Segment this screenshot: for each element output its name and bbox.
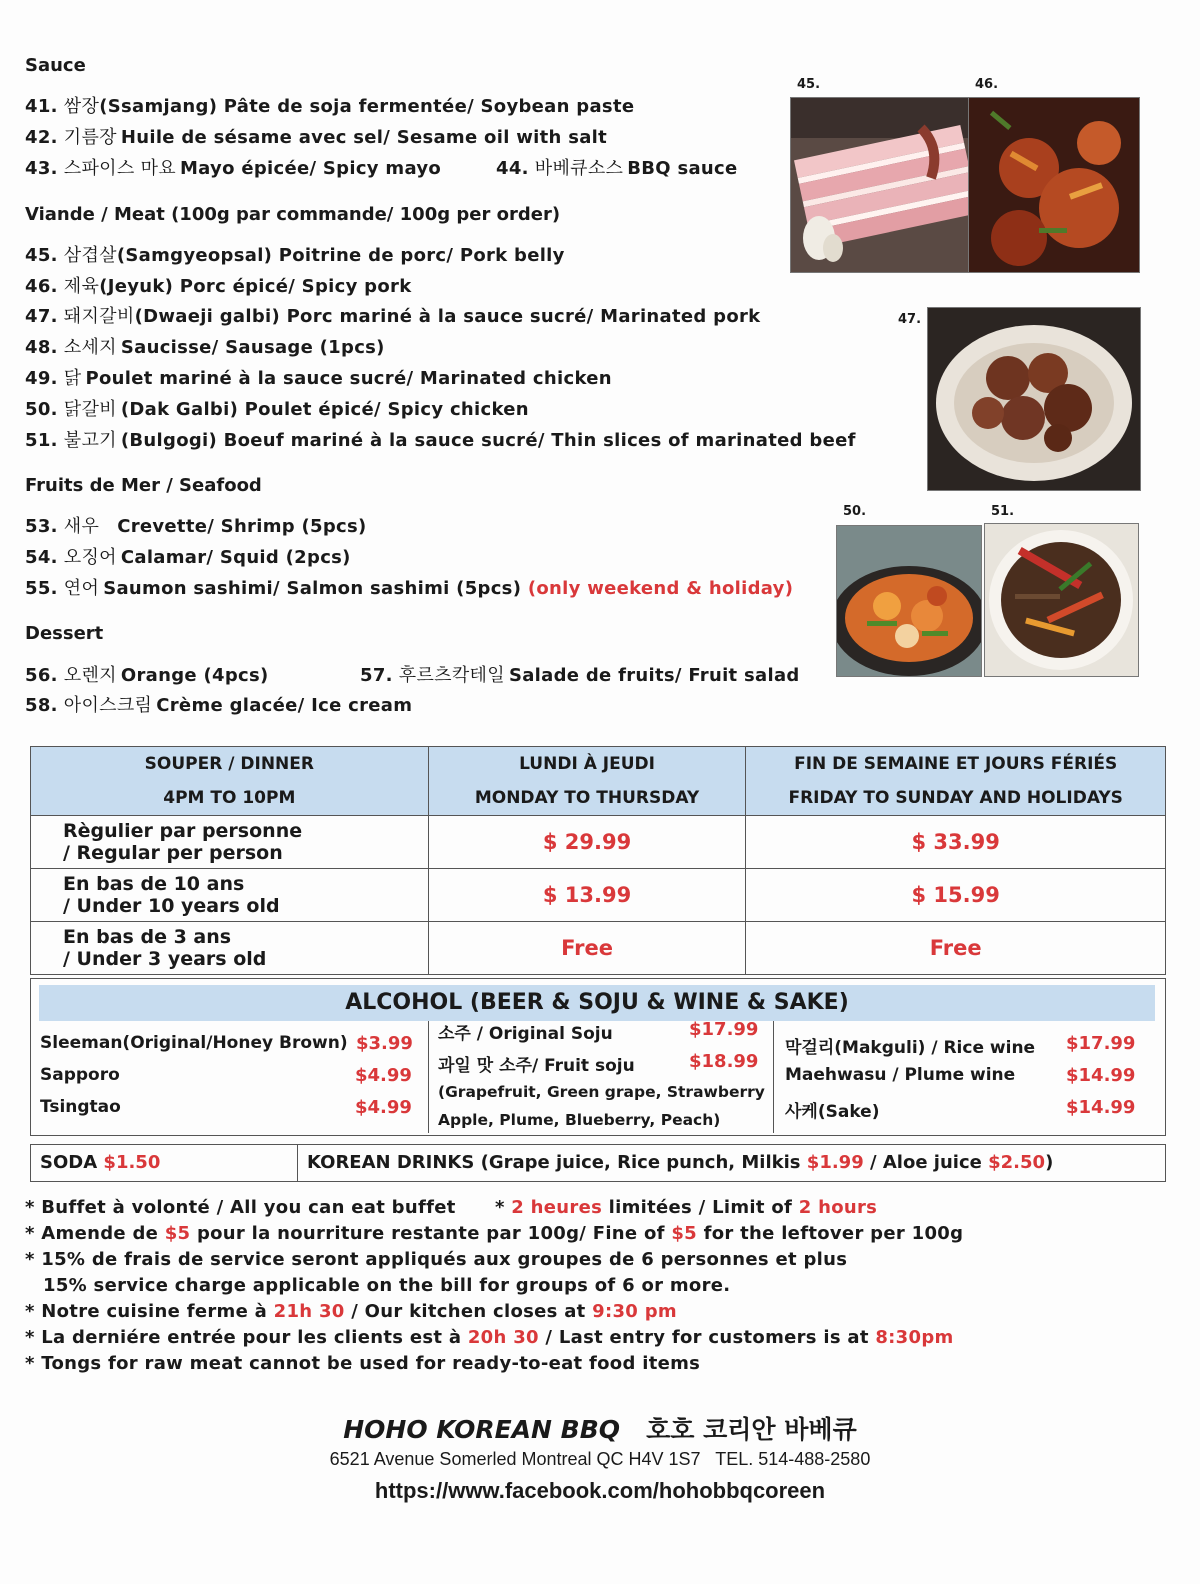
item-text: (Jeyuk) Porc épicé/ Spicy pork	[99, 276, 412, 297]
item-korean: 삼겹살	[63, 245, 117, 266]
wine-name: 사케(Sake)	[785, 1102, 880, 1122]
row-label	[31, 869, 429, 922]
note-time-limit	[495, 1197, 877, 1218]
note-text: * Amende de	[25, 1223, 165, 1244]
item-number: 53.	[25, 516, 58, 537]
item-text: Poulet mariné à la sauce sucré/ Marinated chicken	[85, 368, 612, 389]
menu-item-47	[25, 302, 760, 328]
item-number: 41.	[25, 96, 58, 117]
item-text: Salade de fruits/ Fruit salad	[508, 665, 800, 686]
pricing-table	[30, 746, 1166, 975]
close-paren: )	[1045, 1152, 1054, 1173]
item-korean: 후르츠칵테일	[398, 665, 505, 686]
header-line-2: FRIDAY TO SUNDAY AND HOLIDAYS	[788, 788, 1123, 808]
menu-item-50	[25, 395, 529, 421]
note-text: * Notre cuisine ferme à	[25, 1301, 274, 1322]
note-text: for the leftover per 100g	[697, 1223, 964, 1244]
menu-item-43	[25, 154, 441, 180]
weekend-header	[746, 747, 1166, 816]
header-line-2: MONDAY TO THURSDAY	[474, 788, 700, 808]
soju-flavors: Apple, Plume, Blueberry, Peach)	[438, 1111, 721, 1129]
item-text: Calamar/ Squid (2pcs)	[120, 547, 351, 568]
note-highlight: 21h 30	[273, 1301, 345, 1322]
wine-price: $14.99	[1066, 1097, 1136, 1118]
menu-item-45	[25, 241, 565, 267]
note-tongs: * Tongs for raw meat cannot be used for ready-to-eat food items	[25, 1353, 701, 1374]
note-text: / Last entry for customers is at	[538, 1327, 876, 1348]
pricing-header-row	[31, 747, 1166, 816]
item-text: Orange (4pcs)	[120, 665, 269, 686]
menu-item-56	[25, 661, 269, 687]
menu-item-49	[25, 364, 612, 390]
weekend-price: $ 33.99	[746, 816, 1166, 869]
item-number: 57.	[360, 665, 393, 686]
item-text: (Dak Galbi) Poulet épicé/ Spicy chicken	[120, 399, 529, 420]
spicy-pork-photo	[968, 97, 1140, 273]
pricing-row-regular	[31, 816, 1166, 869]
dessert-title: Dessert	[25, 623, 104, 644]
note-text: * Buffet à volonté / All you can eat buffet	[25, 1197, 456, 1218]
item-korean: 스파이스 마요	[63, 158, 176, 179]
note-highlight: 8:30pm	[875, 1327, 954, 1348]
marinated-pork-photo	[927, 307, 1141, 491]
beer-name: Tsingtao	[40, 1097, 121, 1117]
item-korean: 닭갈비	[63, 399, 117, 420]
item-number: 49.	[25, 368, 58, 389]
item-korean: 연어	[63, 578, 100, 599]
note-fine	[25, 1223, 963, 1244]
item-korean: 바베큐소스	[534, 158, 624, 179]
beer-name: Sleeman(Original/Honey Brown)	[40, 1033, 348, 1053]
menu-item-48	[25, 333, 385, 359]
spicy-chicken-photo	[836, 525, 982, 677]
weekday-price: Free	[428, 922, 746, 975]
wine-column	[773, 1021, 1163, 1133]
wine-price: $17.99	[1066, 1033, 1136, 1054]
note-highlight: 9:30 pm	[592, 1301, 677, 1322]
header-line-1: SOUPER / DINNER	[144, 754, 314, 774]
soju-price: $17.99	[689, 1019, 759, 1040]
soju-column	[428, 1021, 774, 1133]
note-highlight: 20h 30	[467, 1327, 539, 1348]
item-number: 55.	[25, 578, 58, 599]
address: 6521 Avenue Somerled Montreal QC H4V 1S7 TEL. 514-488-2580	[329, 1449, 871, 1469]
item-number: 56.	[25, 665, 58, 686]
item-number: 46.	[25, 276, 58, 297]
alcohol-title: ALCOHOL (BEER & SOJU & WINE & SAKE)	[39, 985, 1155, 1021]
soda-label: SODA	[40, 1152, 98, 1173]
item-text: Saumon sashimi/ Salmon sashimi (5pcs)	[103, 578, 522, 599]
item-number: 51.	[25, 430, 58, 451]
divider	[297, 1145, 298, 1181]
note-highlight: $5	[671, 1223, 698, 1244]
note-text: pour la nourriture restante par 100g/ Fine of	[190, 1223, 672, 1244]
restaurant-name	[0, 1410, 1200, 1446]
item-number: 50.	[25, 399, 58, 420]
header-line-1: LUNDI À JEUDI	[519, 754, 655, 774]
item-text: BBQ sauce	[627, 158, 738, 179]
item-korean: 아이스크림	[63, 695, 153, 716]
menu-item-58	[25, 691, 412, 717]
pricing-row-under-10	[31, 869, 1166, 922]
soju-name: 과일 맛 소주/ Fruit soju	[438, 1056, 635, 1076]
item-text: (Dwaeji galbi) Porc mariné à la sauce sucré/ Marinated pork	[134, 306, 761, 327]
item-text: (Samgyeopsal) Poitrine de porc/ Pork belly	[116, 245, 565, 266]
note-highlight: 2 heures	[511, 1197, 603, 1218]
note-service-en: 15% service charge applicable on the bill for groups of 6 or more.	[43, 1275, 731, 1296]
item-number: 42.	[25, 127, 58, 148]
item-korean: 소세지	[63, 337, 117, 358]
item-text: (Ssamjang) Pâte de soja fermentée/ Soybean paste	[99, 96, 635, 117]
item-text: Mayo épicée/ Spicy mayo	[179, 158, 442, 179]
note-text: limitées / Limit of	[602, 1197, 799, 1218]
photo-label-45: 45.	[797, 77, 821, 92]
note-text: *	[495, 1197, 512, 1218]
facebook-url: https://www.facebook.com/hohobbqcoreen	[374, 1478, 826, 1503]
korean-drinks-price: $1.99	[806, 1152, 864, 1173]
seafood-title: Fruits de Mer / Seafood	[25, 475, 262, 496]
header-line-1: FIN DE SEMAINE ET JOURS FÉRIÉS	[794, 754, 1118, 774]
item-text: Crevette/ Shrimp (5pcs)	[117, 516, 367, 537]
item-korean: 불고기	[63, 430, 117, 451]
menu-item-54	[25, 543, 351, 569]
menu-item-42	[25, 123, 607, 149]
item-korean: 오징어	[63, 547, 117, 568]
pork-belly-photo	[790, 97, 970, 273]
item-number: 54.	[25, 547, 58, 568]
item-korean: 제육	[63, 276, 100, 297]
soju-price: $18.99	[689, 1051, 759, 1072]
weekend-price: Free	[746, 922, 1166, 975]
korean-drinks-label: KOREAN DRINKS (Grape juice, Rice punch, Milkis	[307, 1152, 801, 1173]
label-fr: En bas de 10 ans	[63, 873, 245, 895]
note-last-entry	[25, 1327, 954, 1348]
photo-label-46: 46.	[975, 77, 999, 92]
beer-name: Sapporo	[40, 1065, 120, 1085]
item-korean: 오렌지	[63, 665, 117, 686]
wine-name: 막걸리(Makguli) / Rice wine	[785, 1038, 1036, 1058]
label-en: / Under 3 years old	[63, 948, 267, 970]
beer-price: $4.99	[355, 1065, 412, 1086]
note-text: * La derniére entrée pour les clients est à	[25, 1327, 468, 1348]
weekend-price: $ 15.99	[746, 869, 1166, 922]
dinner-header	[31, 747, 429, 816]
item-korean: 닭	[63, 368, 82, 389]
item-korean: 돼지갈비	[63, 306, 135, 327]
sauce-title: Sauce	[25, 55, 86, 76]
row-label	[31, 922, 429, 975]
alcohol-box	[30, 978, 1166, 1136]
note-buffet	[25, 1197, 456, 1218]
meat-title: Viande / Meat (100g par commande/ 100g per order)	[25, 204, 561, 225]
wine-price: $14.99	[1066, 1065, 1136, 1086]
item-number: 48.	[25, 337, 58, 358]
aloe-price: $2.50	[988, 1152, 1046, 1173]
menu-item-41	[25, 92, 634, 118]
soda	[40, 1152, 160, 1173]
item-number: 45.	[25, 245, 58, 266]
soda-price: $1.50	[103, 1152, 161, 1173]
menu-item-51	[25, 426, 856, 452]
label-fr: Règulier par personne	[63, 820, 303, 842]
label-en: / Regular per person	[63, 842, 283, 864]
menu-item-46	[25, 272, 411, 298]
menu-item-55	[25, 574, 793, 600]
item-number: 44.	[496, 158, 529, 179]
note-kitchen	[25, 1301, 677, 1322]
weekday-header	[428, 747, 746, 816]
beer-price: $4.99	[355, 1097, 412, 1118]
drinks-row	[30, 1144, 1166, 1182]
header-line-2: 4PM TO 10PM	[163, 788, 296, 808]
photo-label-47: 47.	[898, 312, 922, 327]
label-fr: En bas de 3 ans	[63, 926, 232, 948]
item-text: (Bulgogi) Boeuf mariné à la sauce sucré/ Thin slices of marinated beef	[120, 430, 856, 451]
item-text: Huile de sésame avec sel/ Sesame oil with salt	[120, 127, 608, 148]
beer-price: $3.99	[356, 1033, 413, 1054]
note-service-fr: * 15% de frais de service seront appliqués aux groupes de 6 personnes et plus	[25, 1249, 848, 1270]
photo-label-51: 51.	[991, 504, 1015, 519]
weekday-price: $ 29.99	[428, 816, 746, 869]
photo-label-50: 50.	[843, 504, 867, 519]
item-korean: 기름장	[63, 127, 117, 148]
note-text: / Our kitchen closes at	[344, 1301, 593, 1322]
korean-drinks	[307, 1152, 1053, 1173]
item-number: 58.	[25, 695, 58, 716]
pricing-row-under-3	[31, 922, 1166, 975]
item-number: 43.	[25, 158, 58, 179]
weekend-note: (only weekend & holiday)	[527, 578, 794, 599]
label-en: / Under 10 years old	[63, 895, 280, 917]
wine-name: Maehwasu / Plume wine	[785, 1065, 1016, 1085]
soju-flavors: (Grapefruit, Green grape, Strawberry	[438, 1083, 765, 1101]
beer-column	[31, 1021, 421, 1133]
menu-item-53	[25, 512, 367, 538]
item-text: Saucisse/ Sausage (1pcs)	[120, 337, 385, 358]
note-highlight: $5	[164, 1223, 191, 1244]
restaurant-name-ko: 호호 코리안 바베큐	[646, 1415, 857, 1444]
aloe-label: / Aloe juice	[870, 1152, 982, 1173]
restaurant-name-en: HOHO KOREAN BBQ	[343, 1415, 620, 1444]
bulgogi-photo	[984, 523, 1139, 677]
menu-item-44	[496, 154, 738, 180]
menu-item-57	[360, 661, 800, 687]
item-number: 47.	[25, 306, 58, 327]
item-text: Crème glacée/ Ice cream	[156, 695, 413, 716]
weekday-price: $ 13.99	[428, 869, 746, 922]
note-highlight: 2 hours	[798, 1197, 878, 1218]
soju-name: 소주 / Original Soju	[438, 1024, 613, 1044]
item-korean: 쌈장	[63, 96, 100, 117]
row-label	[31, 816, 429, 869]
item-korean: 새우	[63, 516, 100, 537]
